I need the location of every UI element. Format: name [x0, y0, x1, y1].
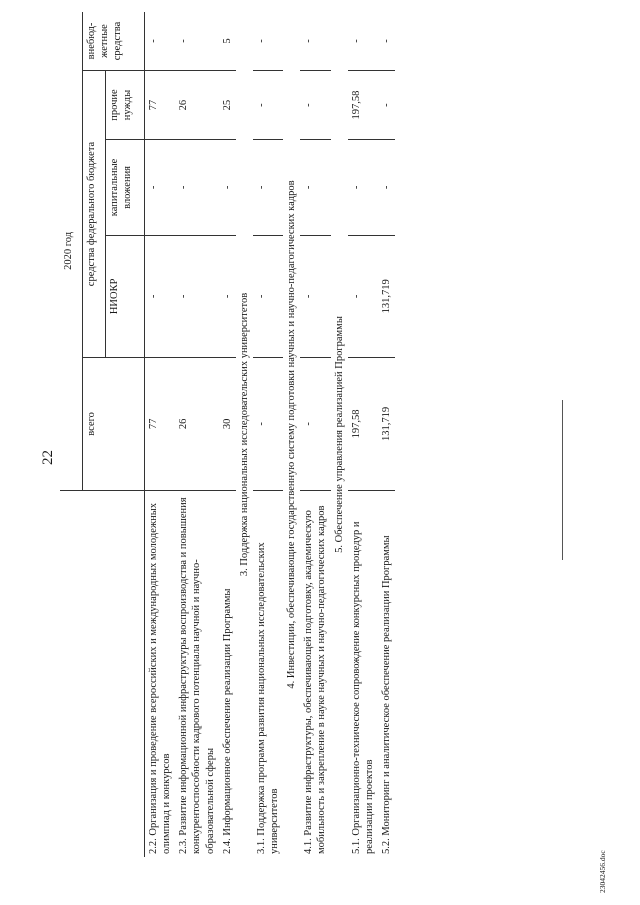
table-row	[175, 12, 218, 857]
header-total: всего	[83, 357, 145, 490]
cell-other: 197,58	[348, 71, 378, 140]
cell-total: 131,719	[378, 357, 395, 490]
section-heading-row	[236, 12, 253, 857]
row-name: 5.2. Мониторинг и аналитическое обеспечение реализации Программы	[380, 535, 392, 854]
cell-extra: 5	[219, 12, 236, 71]
cell-other: -	[253, 71, 283, 140]
cell-capital: -	[300, 140, 330, 236]
cell-total: 197,58	[348, 357, 378, 490]
cell-extra: -	[145, 12, 176, 71]
cell-other: 77	[145, 71, 176, 140]
row-name: 2.4. Информационное обеспечение реализации Программы	[221, 588, 233, 854]
cell-extra: -	[378, 12, 395, 71]
section-title: 3. Поддержка национальных исследовательских университетов	[238, 292, 250, 577]
cell-capital: -	[348, 140, 378, 236]
cell-other: -	[378, 71, 395, 140]
cell-total: 77	[145, 357, 176, 490]
cell-total: 26	[175, 357, 218, 490]
cell-niokr: -	[219, 235, 236, 357]
header-blank	[60, 490, 145, 857]
document-id: 23042456.doc	[598, 850, 607, 893]
cell-niokr: -	[300, 235, 330, 357]
header-niokr: НИОКР	[106, 235, 145, 357]
header-other: прочие нужды	[106, 71, 145, 140]
row-name: 4.1. Развитие инфраструктуры, обеспечивающей подготовку, академическую мобильность и закрепление в науке научных и научно-педагогических кадров	[303, 505, 328, 854]
page-number: 22	[40, 450, 56, 465]
table-row	[145, 12, 176, 857]
cell-extra: -	[300, 12, 330, 71]
cell-other: 25	[219, 71, 236, 140]
table-row	[253, 12, 283, 857]
cell-capital: -	[145, 140, 176, 236]
table-row	[348, 12, 378, 857]
header-federal-budget: средства федерального бюджета	[83, 71, 106, 358]
row-name: 3.1. Поддержка программ развития национальных исследовательских университетов	[255, 542, 280, 854]
cell-other: -	[300, 71, 330, 140]
cell-total: 30	[219, 357, 236, 490]
table-row	[300, 12, 330, 857]
section-heading-row	[331, 12, 348, 857]
header-capital: капитальные вложения	[106, 140, 145, 236]
row-name: 2.2. Организация и проведение всероссийских и международных молодежных олимпиад и конкурсов	[148, 502, 173, 854]
row-name: 5.1. Организационно-техническое сопровождение конкурсных процедур и реализации проектов	[350, 521, 375, 854]
cell-capital: -	[219, 140, 236, 236]
section-title: 4. Инвестиции, обеспечивающие государственную систему подготовки научных и научно-педагогических кадров	[286, 180, 298, 689]
cell-total: -	[253, 357, 283, 490]
footer-rule	[562, 400, 563, 560]
cell-extra: -	[253, 12, 283, 71]
row-name: 2.3. Развитие информационной инфраструктуры воспроизводства и повышения конкурентоспособности кадрового потенциала научной и научно-образовательной сферы	[178, 497, 216, 854]
budget-table	[60, 12, 395, 857]
section-title: 5. Обеспечение управления реализацией Программы	[333, 316, 345, 553]
table-row	[219, 12, 236, 857]
cell-extra: -	[348, 12, 378, 71]
cell-capital: -	[253, 140, 283, 236]
cell-capital: -	[175, 140, 218, 236]
cell-total: -	[300, 357, 330, 490]
table-row	[378, 12, 395, 857]
cell-other: 26	[175, 71, 218, 140]
cell-extra: -	[175, 12, 218, 71]
cell-niokr: -	[145, 235, 176, 357]
header-extra: внебюд- жетные средства	[83, 12, 145, 71]
header-year: 2020 год	[60, 12, 83, 490]
cell-niokr: -	[348, 235, 378, 357]
cell-niokr: -	[175, 235, 218, 357]
cell-niokr: 131,719	[378, 235, 395, 357]
cell-capital: -	[378, 140, 395, 236]
section-heading-row	[283, 12, 300, 857]
cell-niokr: -	[253, 235, 283, 357]
